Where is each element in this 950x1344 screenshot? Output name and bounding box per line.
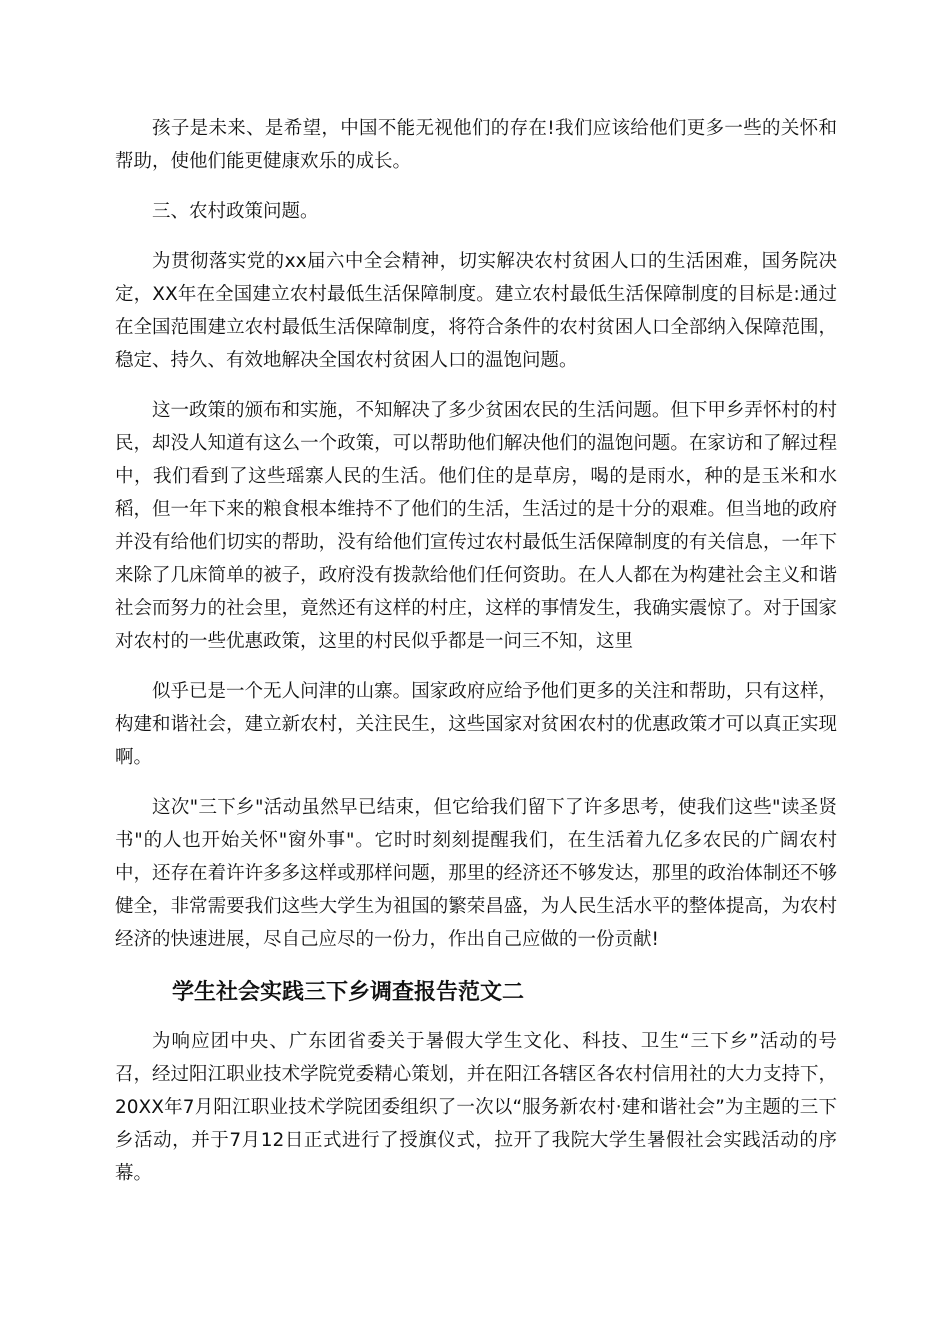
paragraph-children-hope: 孩子是未来、是希望，中国不能无视他们的存在!我们应该给他们更多一些的关怀和帮助，使他们能更健康欢乐的成长。	[115, 118, 837, 172]
paragraph-forgotten-village: 似乎已是一个无人问津的山寨。国家政府应给予他们更多的关注和帮助，只有这样，构建和谐社会，建立新农村，关注民生，这些国家对贫困农村的优惠政策才可以真正实现啊。	[115, 681, 837, 768]
section-title: 学生社会实践三下乡调查报告范文二	[172, 980, 525, 1005]
paragraph-activity-intro: 为响应团中央、广东团省委关于暑假大学生文化、科技、卫生“三下乡”活动的号召，经过阳江职业技术学院党委精心策划，并在阳江各辖区各农村信用社的大力支持下，20XX年7月阳江职业技术学院团委组织了一次以“服务新农村·建和谐社会”为主题的三下乡活动，并于7月12日正式进行了授旗仪式，拉开了我院大学生暑假社会实践活动的序幕。	[115, 1031, 837, 1184]
paragraph-rural-policy-heading: 三、农村政策问题。	[152, 201, 319, 222]
paragraph-village-situation: 这一政策的颁布和实施，不知解决了多少贫困农民的生活问题。但下甲乡弄怀村的村民，却没人知道有这么一个政策，可以帮助他们解决他们的温饱问题。在家访和了解过程中，我们看到了这些瑶寨人民的生活。他们住的是草房，喝的是雨水，种的是玉米和水稻，但一年下来的粮食根本维持不了他们的生活，生活过的是十分的艰难。但当地的政府并没有给他们切实的帮助，没有给他们宣传过农村最低生活保障制度的有关信息，一年下来除了几床简单的被子，政府没有拨款给他们任何资助。在人人都在为构建社会主义和谐社会而努力的社会里，竟然还有这样的村庄，这样的事情发生，我确实震惊了。对于国家对农村的一些优惠政策，这里的村民似乎都是一问三不知，这里	[115, 400, 837, 652]
paragraph-reflection: 这次"三下乡"活动虽然早已结束，但它给我们留下了许多思考，使我们这些"读圣贤书"的人也开始关怀"窗外事"。它时时刻刻提醒我们，在生活着九亿多农民的广阔农村中，还存在着许许多多这样或那样问题，那里的经济还不够发达，那里的政治体制还不够健全，非常需要我们这些大学生为祖国的繁荣昌盛，为人民生活水平的整体提高，为农村经济的快速进展，尽自己应尽的一份力，作出自己应做的一份贡献!	[115, 797, 837, 950]
document-page	[115, 112, 837, 1207]
paragraph-minimum-living-security: 为贯彻落实党的xx届六中全会精神，切实解决农村贫困人口的生活困难，国务院决定，XX年在全国建立农村最低生活保障制度。建立农村最低生活保障制度的目标是:通过在全国范围建立农村最低生活保障制度，将符合条件的农村贫困人口全部纳入保障范围，稳定、持久、有效地解决全国农村贫困人口的温饱问题。	[115, 251, 837, 371]
